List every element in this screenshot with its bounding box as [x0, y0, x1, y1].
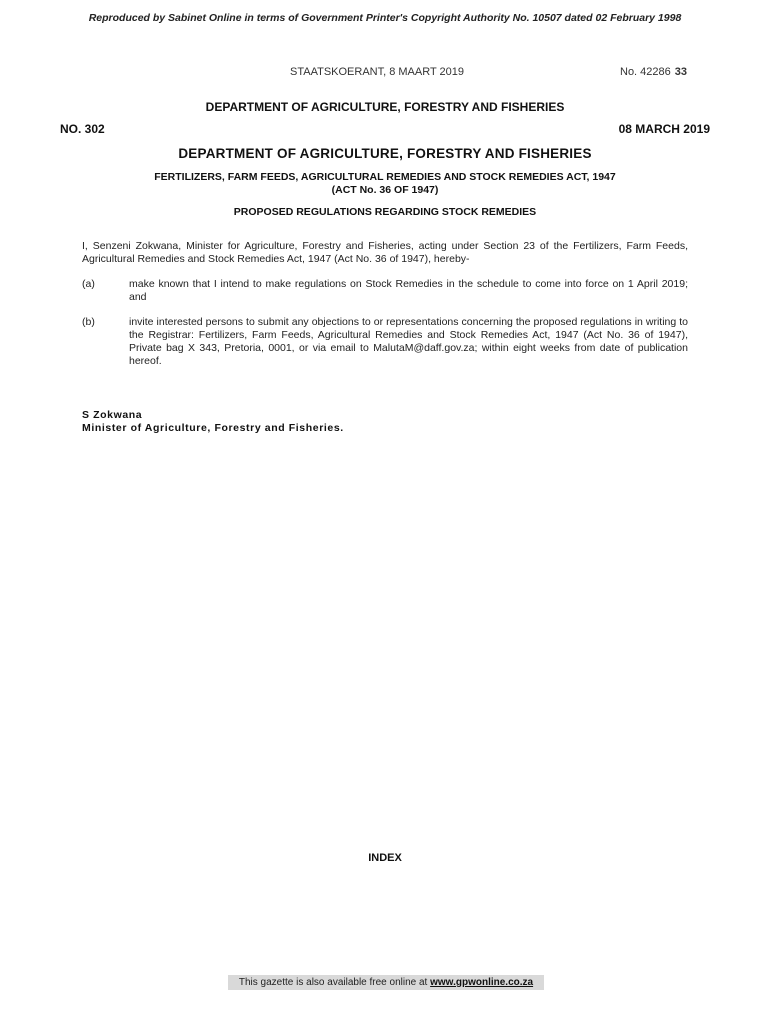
department-title: DEPARTMENT OF AGRICULTURE, FORESTRY AND FISHERIES: [178, 146, 592, 161]
list-item-text: make known that I intend to make regulations on Stock Remedies in the schedule to come into force on 1 April 2019; and: [129, 278, 688, 303]
running-head-title: STAATSKOERANT, 8 MAART 2019: [290, 66, 465, 78]
department-heading: DEPARTMENT OF AGRICULTURE, FORESTRY AND FISHERIES: [205, 100, 565, 114]
intro-paragraph: I, Senzeni Zokwana, Minister for Agriculture, Forestry and Fisheries, acting under Section 23 of the Fertilizers, Farm Feeds, Agricultural Remedies and Stock Remedies Act, 1947 (Act No. 36 of 1947), hereby-: [82, 240, 688, 265]
gpwonline-link[interactable]: www.gpwonline.co.za: [430, 977, 534, 988]
signatory-name: S Zokwana: [82, 409, 143, 421]
signatory-title: Minister of Agriculture, Forestry and Fisheries.: [82, 422, 344, 434]
footer-banner: [228, 975, 544, 990]
regulation-title: PROPOSED REGULATIONS REGARDING STOCK REMEDIES: [233, 206, 537, 218]
list-item-label: (b): [82, 316, 95, 328]
page-number: 33: [674, 66, 688, 78]
footer-text: This gazette is also available free online at: [238, 977, 428, 988]
act-title-line1: FERTILIZERS, FARM FEEDS, AGRICULTURAL REMEDIES AND STOCK REMEDIES ACT, 1947: [154, 171, 616, 183]
list-item-label: (a): [82, 278, 95, 290]
gazette-number: [620, 66, 687, 78]
index-heading: INDEX: [368, 852, 402, 864]
reproduction-notice: Reproduced by Sabinet Online in terms of Government Printer's Copyright Authority No. 10507 dated 02 February 1998: [88, 12, 682, 24]
list-item-text: invite interested persons to submit any objections to or representations concerning the proposed regulations in writing to the Registrar: Fertilizers, Farm Feeds, Agricultural Remedies and Stock Remedies Act, 1947 (Act No. 36 of 1947), Private bag X 343, Pretoria, 0001, or via email to MalutaM@daff.gov.za; within eight weeks from date of publication hereof.: [129, 316, 688, 367]
gazette-no-label: No. 42286: [620, 66, 671, 78]
act-title-line2: (ACT No. 36 OF 1947): [331, 183, 439, 196]
notice-date: 08 MARCH 2019: [618, 122, 710, 136]
act-title: [0, 171, 770, 196]
notice-number: NO. 302: [60, 122, 105, 136]
